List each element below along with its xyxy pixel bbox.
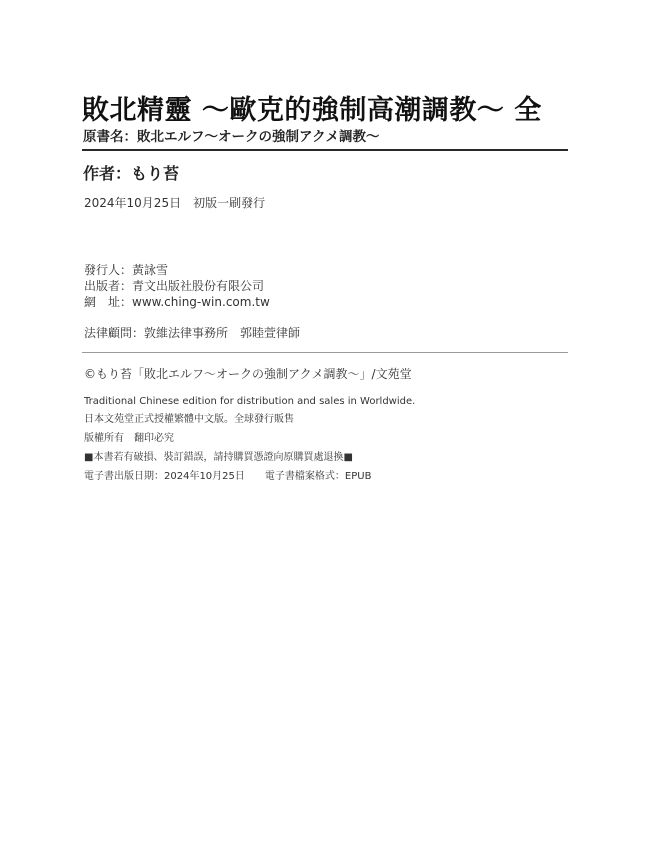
issuer-line: 發行人：黃詠雪 bbox=[84, 263, 169, 277]
publisher-line: 出版者：青文出版社股份有限公司 bbox=[84, 279, 265, 293]
distribution-notice: Traditional Chinese edition for distribution and sales in Worldwide. bbox=[84, 396, 416, 407]
rights-notice: 版權所有 翻印必究 bbox=[84, 433, 174, 444]
website-line: 網 址：www.ching-win.com.tw bbox=[84, 295, 270, 309]
ebook-info: 電子書出版日期：2024年10月25日 電子書檔案格式：EPUB bbox=[84, 471, 372, 482]
title-divider bbox=[82, 149, 568, 151]
author-line: 作者：もり苔 bbox=[83, 164, 180, 183]
original-title: 原書名：敗北エルフ～オークの強制アクメ調教～ bbox=[83, 129, 380, 145]
edition-line: 2024年10月25日 初版一刷發行 bbox=[84, 196, 266, 210]
copyright-line: ©もり苔「敗北エルフ～オークの強制アクメ調教～」/文苑堂 bbox=[84, 367, 412, 381]
license-notice: 日本文苑堂正式授權繁體中文版。全球發行販售 bbox=[84, 414, 294, 425]
copyright-divider bbox=[82, 352, 568, 353]
book-title: 敗北精靈 ～歐克的強制高潮調教～ 全 bbox=[82, 95, 542, 126]
return-notice: ■本書若有破損、裝訂錯誤，請持購買憑證向原購買處退換■ bbox=[84, 452, 353, 463]
legal-advisor-line: 法律顧問：敦維法律事務所 郭睦萱律師 bbox=[84, 326, 301, 340]
